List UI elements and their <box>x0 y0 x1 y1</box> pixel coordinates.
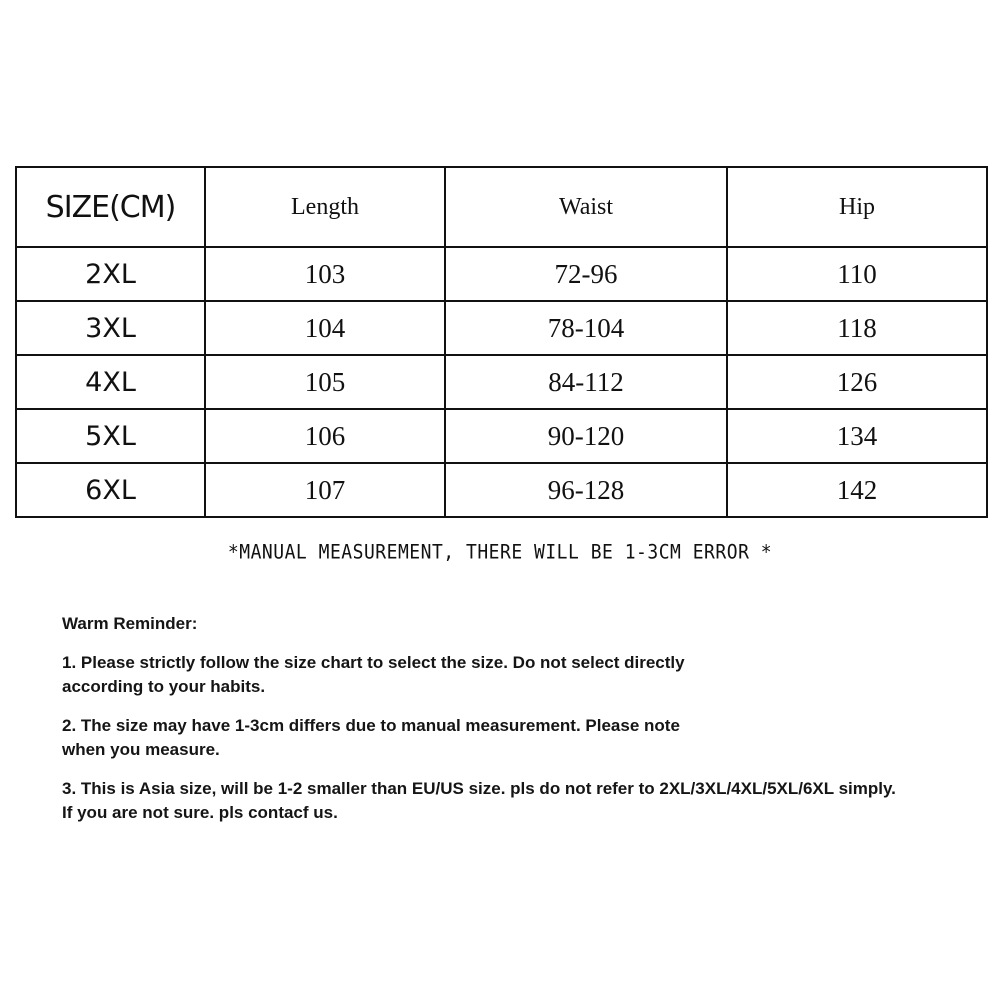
table-row <box>16 301 987 355</box>
cell-hip: 110 <box>727 247 987 301</box>
cell-size: 2XL <box>16 247 205 301</box>
reminder-title: Warm Reminder: <box>62 614 198 633</box>
cell-hip: 142 <box>727 463 987 517</box>
cell-length: 106 <box>205 409 445 463</box>
reminder-item-line: according to your habits. <box>62 677 266 696</box>
cell-hip: 134 <box>727 409 987 463</box>
cell-length: 104 <box>205 301 445 355</box>
cell-size: 5XL <box>16 409 205 463</box>
cell-length: 103 <box>205 247 445 301</box>
reminder-item-line: when you measure. <box>62 740 220 759</box>
size-chart-table <box>15 166 988 518</box>
cell-waist: 78-104 <box>445 301 727 355</box>
reminder-item-line: 1. Please strictly follow the size chart to select the size. Do not select directly <box>62 653 685 672</box>
reminder-item <box>62 714 992 762</box>
table-header-row <box>16 167 987 247</box>
header-length: Length <box>205 167 445 247</box>
header-waist: Waist <box>445 167 727 247</box>
cell-length: 107 <box>205 463 445 517</box>
reminder-item-line: If you are not sure. pls contacf us. <box>62 803 338 822</box>
cell-hip: 126 <box>727 355 987 409</box>
cell-size: 3XL <box>16 301 205 355</box>
header-size: SIZE(CM) <box>16 167 205 247</box>
reminder-item-line: 3. This is Asia size, will be 1-2 smaller than EU/US size. pls do not refer to 2XL/3XL/4XL/5XL/6XL simply. <box>62 779 896 798</box>
table-row <box>16 463 987 517</box>
cell-waist: 72-96 <box>445 247 727 301</box>
reminder-item-line: 2. The size may have 1-3cm differs due to manual measurement. Please note <box>62 716 680 735</box>
cell-waist: 90-120 <box>445 409 727 463</box>
header-hip: Hip <box>727 167 987 247</box>
cell-waist: 96-128 <box>445 463 727 517</box>
reminder-item <box>62 651 992 699</box>
cell-hip: 118 <box>727 301 987 355</box>
cell-length: 105 <box>205 355 445 409</box>
table-row <box>16 247 987 301</box>
warm-reminder <box>62 612 992 840</box>
cell-waist: 84-112 <box>445 355 727 409</box>
reminder-item <box>62 777 992 825</box>
table-row <box>16 355 987 409</box>
measurement-note: *MANUAL MEASUREMENT, THERE WILL BE 1-3CM ERROR * <box>227 540 773 565</box>
cell-size: 4XL <box>16 355 205 409</box>
table-row <box>16 409 987 463</box>
cell-size: 6XL <box>16 463 205 517</box>
